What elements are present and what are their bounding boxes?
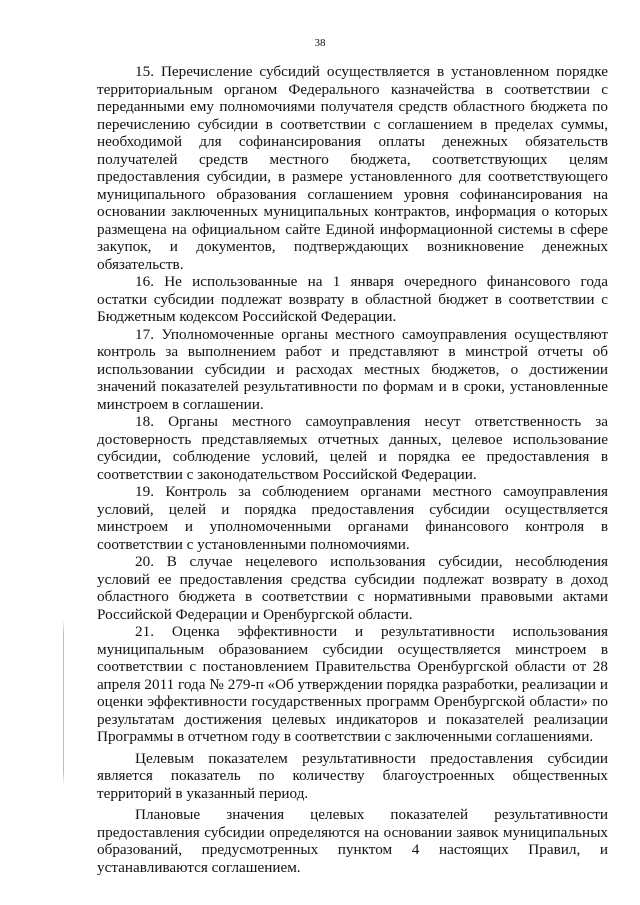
- scan-margin-mark: [63, 620, 64, 785]
- paragraph-16: 16. Не использованные на 1 января очередного финансового года остатки субсидии подлежат возврату в областной бюджет в соответствии с Бюджетным кодексом Российской Федерации.: [97, 273, 608, 325]
- paragraph-17: 17. Уполномоченные органы местного самоуправления осуществляют контроль за выполнением работ и представляют в минстрой отчеты об использовании субсидии и расходах местных бюджетов, о достижении значений показателей результативности по формам и в сроки, установленные минстроем в соглашении.: [97, 325, 608, 413]
- paragraph-21: 21. Оценка эффективности и результативности использования муниципальным образованием субсидии осуществляется минстроем в соответствии с постановлением Правительства Оренбургской области от 28 апреля 2011 года № 279-п «Об утверждении порядка разработки, реализации и оценки эффективности государственных программ Оренбургской области» по результатам достижения целевых индикаторов и показателей реализации Программы в отчетном году в соответствии с заключенными соглашениями.: [97, 623, 608, 745]
- paragraph-20: 20. В случае нецелевого использования субсидии, несоблюдения условий ее предоставления средства субсидии подлежат возврату в доход областного бюджета в соответствии с нормативными правовыми актами Российской Федерации и Оренбургской области.: [97, 553, 608, 623]
- paragraph-target-indicator: Целевым показателем результативности предоставления субсидии является показатель по количеству благоустроенных общественных территорий в указанный период.: [97, 749, 608, 802]
- paragraph-18: 18. Органы местного самоуправления несут ответственность за достоверность представляемых отчетных данных, целевое использование субсидии, соблюдение условий, целей и порядка ее предоставления в соответствии с законодательством Российской Федерации.: [97, 413, 608, 483]
- paragraph-planned-values: Плановые значения целевых показателей результативности предоставления субсидии определяются на основании заявок муниципальных образований, предусмотренных пунктом 4 настоящих Правил, и устанавливаются соглашением.: [97, 806, 608, 876]
- page-number: 38: [314, 37, 326, 49]
- paragraph-19: 19. Контроль за соблюдением органами местного самоуправления условий, целей и порядка предоставления субсидии осуществляется минстроем и уполномоченными органами финансового контроля в соответствии с установленными полномочиями.: [97, 483, 608, 553]
- document-body: [97, 63, 608, 876]
- paragraph-15: 15. Перечисление субсидий осуществляется в установленном порядке территориальным органом Федерального казначейства в соответствии с переданными ему полномочиями получателя средств областного бюджета по перечислению субсидии в соответствии с соглашением в пределах суммы, необходимой для софинансирования оплаты денежных обязательств получателей средств местного бюджета, соответствующих целям предоставления субсидии, в размере установленного для соответствующего муниципального образования соглашением уровня софинансирования на основании заключенных муниципальных контрактов, информация о которых размещена на официальном сайте Единой информационной системы в сфере закупок, и документов, подтверждающих возникновение денежных обязательств.: [97, 63, 608, 273]
